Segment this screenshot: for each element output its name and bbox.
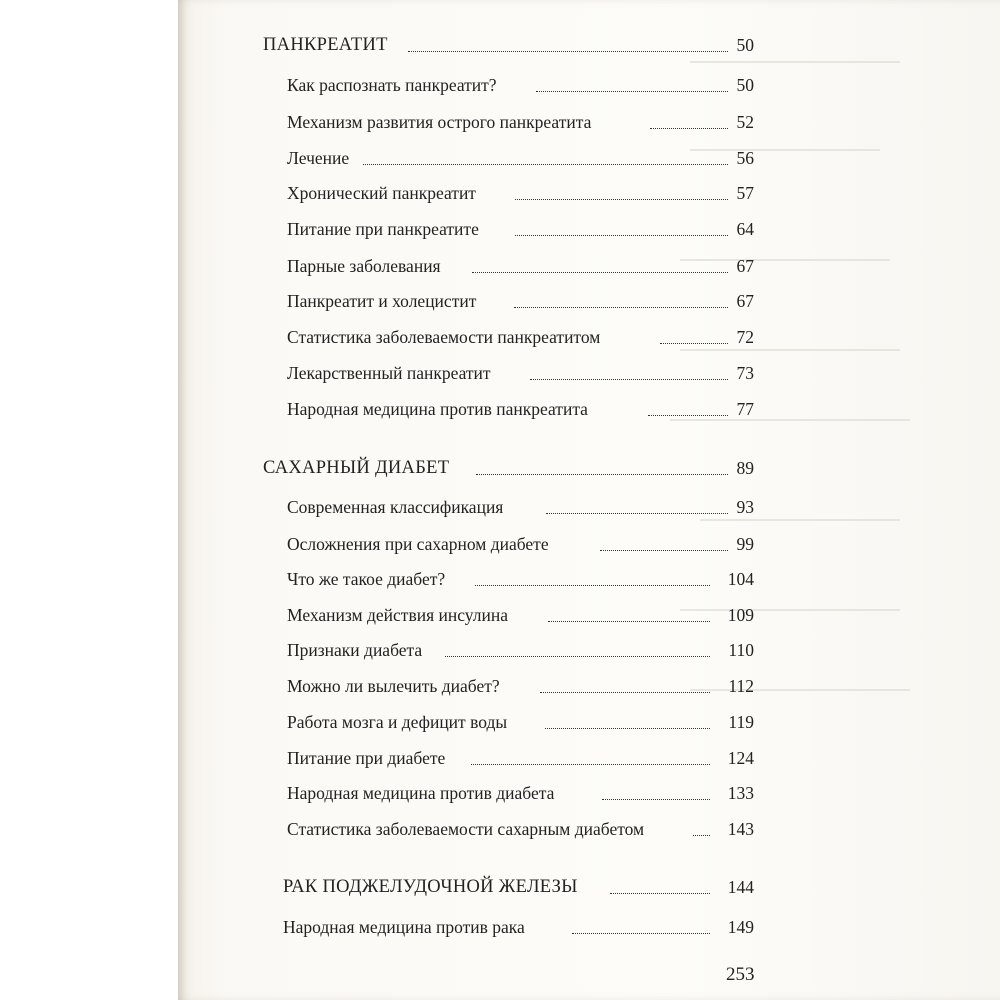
dot-leader [546, 513, 728, 514]
entry-page: 124 [727, 748, 754, 768]
entry-title: Механизм действия инсулина [287, 605, 508, 625]
entry-title: Народная медицина против панкреатита [287, 399, 588, 419]
toc-entry-row[interactable] [0, 527, 1000, 561]
toc-entry-row[interactable] [0, 741, 1000, 775]
entry-title: Питание при диабете [287, 748, 446, 768]
section-page: 89 [736, 458, 754, 478]
entry-title: Признаки диабета [287, 640, 423, 660]
dot-leader [471, 764, 710, 765]
dot-leader [363, 164, 728, 165]
entry-page: 104 [727, 569, 754, 589]
entry-page: 77 [736, 399, 754, 419]
entry-title: Как распознать панкреатит? [287, 75, 497, 95]
entry-title: Панкреатит и холецистит [287, 291, 477, 311]
toc-entry-row[interactable] [0, 776, 1000, 810]
entry-page: 73 [736, 363, 754, 383]
dot-leader [476, 474, 728, 475]
dot-leader [408, 51, 728, 52]
entry-page: 110 [728, 640, 754, 660]
section-title: САХАРНЫЙ ДИАБЕТ [263, 458, 450, 478]
entry-title: Осложнения при сахарном диабете [287, 534, 549, 554]
dot-leader [514, 307, 728, 308]
entry-title: Современная классификация [287, 497, 504, 517]
toc-entry-row[interactable] [0, 562, 1000, 596]
toc-section-row[interactable] [0, 28, 1000, 62]
dot-leader [475, 585, 710, 586]
toc-entry-row[interactable] [0, 598, 1000, 632]
entry-page: 64 [736, 219, 754, 239]
toc-entry-row[interactable] [0, 669, 1000, 703]
dot-leader [660, 343, 728, 344]
dot-leader [530, 379, 728, 380]
entry-title: Лекарственный панкреатит [287, 363, 491, 383]
entry-page: 52 [736, 112, 754, 132]
entry-title: Хронический панкреатит [287, 183, 476, 203]
entry-page: 119 [728, 712, 754, 732]
entry-page: 149 [727, 917, 754, 937]
entry-title: Народная медицина против рака [283, 917, 525, 937]
toc-entry-row[interactable] [0, 633, 1000, 667]
dot-leader [536, 91, 728, 92]
entry-title: Парные заболевания [287, 256, 441, 276]
toc-entry-row[interactable] [0, 705, 1000, 739]
section-title: РАК ПОДЖЕЛУДОЧНОЙ ЖЕЛЕЗЫ [283, 877, 578, 897]
entry-title: Можно ли вылечить диабет? [287, 676, 500, 696]
entry-page: 93 [736, 497, 754, 517]
entry-page: 50 [736, 75, 754, 95]
section-page: 50 [736, 35, 754, 55]
page-number: 253 [726, 964, 755, 985]
toc-entry-row[interactable] [0, 68, 1000, 102]
entry-page: 67 [736, 256, 754, 276]
toc-entry-row[interactable] [0, 392, 1000, 426]
entry-page: 67 [736, 291, 754, 311]
toc-entry-row[interactable] [0, 141, 1000, 175]
toc-entry-row[interactable] [0, 812, 1000, 846]
entry-page: 143 [727, 819, 754, 839]
dot-leader [600, 550, 728, 551]
entry-page: 99 [736, 534, 754, 554]
toc-entry-row[interactable] [0, 910, 1000, 944]
toc-section-row[interactable] [0, 870, 1000, 904]
dot-leader [650, 128, 728, 129]
entry-title: Лечение [287, 148, 350, 168]
dot-leader [572, 933, 710, 934]
entry-page: 112 [728, 676, 754, 696]
dot-leader [648, 415, 728, 416]
toc-entry-row[interactable] [0, 105, 1000, 139]
entry-title: Что же такое диабет? [287, 569, 446, 589]
entry-title: Механизм развития острого панкреатита [287, 112, 592, 132]
section-page: 144 [727, 877, 754, 897]
entry-title: Работа мозга и дефицит воды [287, 712, 508, 732]
toc-entry-row[interactable] [0, 356, 1000, 390]
dot-leader [602, 799, 710, 800]
dot-leader [548, 621, 710, 622]
dot-leader [693, 835, 710, 836]
toc-entry-row[interactable] [0, 490, 1000, 524]
toc-entry-row[interactable] [0, 284, 1000, 318]
toc-entry-row[interactable] [0, 320, 1000, 354]
entry-title: Статистика заболеваемости панкреатитом [287, 327, 601, 347]
entry-page: 133 [727, 783, 754, 803]
toc-entry-row[interactable] [0, 212, 1000, 246]
dot-leader [610, 893, 710, 894]
entry-page: 57 [736, 183, 754, 203]
dot-leader [515, 199, 728, 200]
dot-leader [545, 728, 710, 729]
entry-page: 72 [736, 327, 754, 347]
entry-page: 56 [736, 148, 754, 168]
dot-leader [472, 272, 728, 273]
entry-title: Питание при панкреатите [287, 219, 479, 239]
dot-leader [515, 235, 728, 236]
dot-leader [445, 656, 710, 657]
toc-section-row[interactable] [0, 451, 1000, 485]
section-title: ПАНКРЕАТИТ [263, 35, 388, 55]
toc-entry-row[interactable] [0, 249, 1000, 283]
entry-title: Статистика заболеваемости сахарным диабетом [287, 819, 645, 839]
entry-page: 109 [727, 605, 754, 625]
dot-leader [540, 692, 710, 693]
entry-title: Народная медицина против диабета [287, 783, 555, 803]
toc-entry-row[interactable] [0, 176, 1000, 210]
